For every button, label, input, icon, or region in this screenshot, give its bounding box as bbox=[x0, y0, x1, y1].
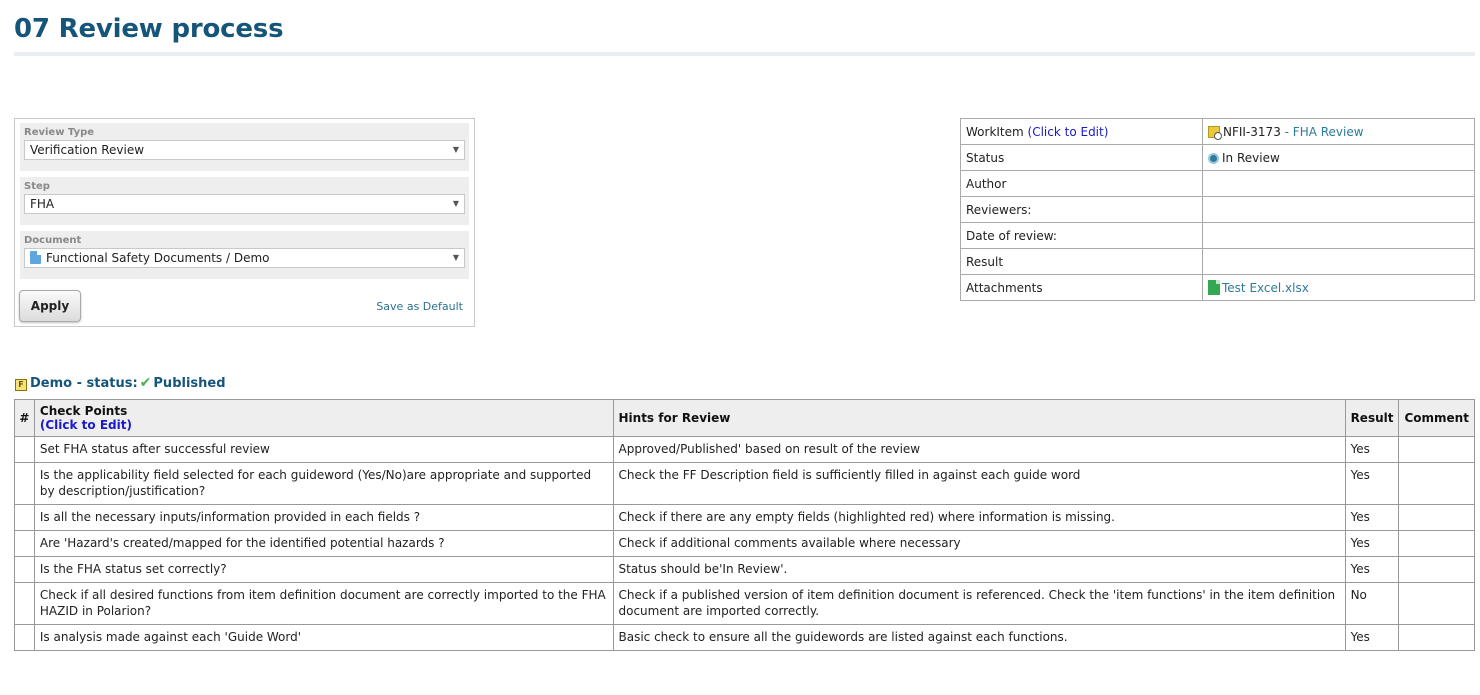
check-point-cell: Is the FHA status set correctly? bbox=[34, 557, 613, 583]
check-point-cell: Are 'Hazard's created/mapped for the identified potential hazards ? bbox=[34, 531, 613, 557]
excel-file-icon bbox=[1208, 280, 1220, 295]
result-cell: No bbox=[1345, 583, 1399, 625]
table-row bbox=[15, 625, 1475, 651]
workitem-value bbox=[1203, 119, 1475, 145]
table-row bbox=[15, 437, 1475, 463]
status-label: Status bbox=[961, 145, 1203, 171]
workitem-info-table bbox=[960, 118, 1475, 301]
in-review-status-icon bbox=[1208, 153, 1219, 164]
hint-cell: Check if there are any empty fields (highlighted red) where information is missing. bbox=[613, 505, 1345, 531]
author-label: Author bbox=[961, 171, 1203, 197]
review-filter-panel bbox=[14, 118, 475, 327]
save-as-default-link[interactable]: Save as Default bbox=[376, 300, 463, 313]
comment-cell bbox=[1399, 557, 1475, 583]
review-type-select[interactable] bbox=[24, 140, 465, 160]
workitem-row bbox=[961, 119, 1475, 145]
comment-cell bbox=[1399, 463, 1475, 505]
author-row bbox=[961, 171, 1475, 197]
header-result: Result bbox=[1345, 400, 1399, 437]
result-row bbox=[961, 249, 1475, 275]
document-icon bbox=[30, 251, 41, 264]
document-status-line bbox=[15, 375, 226, 391]
check-point-cell: Is analysis made against each 'Guide Word' bbox=[34, 625, 613, 651]
step-label: Step bbox=[24, 181, 50, 192]
hint-cell: Approved/Published' based on result of the review bbox=[613, 437, 1345, 463]
result-cell: Yes bbox=[1345, 625, 1399, 651]
date-label: Date of review: bbox=[961, 223, 1203, 249]
comment-cell bbox=[1399, 583, 1475, 625]
chevron-down-icon: ▼ bbox=[452, 199, 459, 208]
header-check-points bbox=[34, 400, 613, 437]
header-hints: Hints for Review bbox=[613, 400, 1345, 437]
result-cell: Yes bbox=[1345, 463, 1399, 505]
attachments-row bbox=[961, 275, 1475, 301]
review-type-value: Verification Review bbox=[30, 143, 145, 157]
table-row bbox=[15, 583, 1475, 625]
table-row bbox=[15, 463, 1475, 505]
step-value: FHA bbox=[30, 197, 55, 211]
table-row bbox=[15, 557, 1475, 583]
comment-cell bbox=[1399, 437, 1475, 463]
comment-cell bbox=[1399, 625, 1475, 651]
check-point-cell: Is all the necessary inputs/information provided in each fields ? bbox=[34, 505, 613, 531]
review-checklist-table bbox=[14, 399, 1475, 651]
hint-cell: Check if additional comments available where necessary bbox=[613, 531, 1345, 557]
row-number bbox=[15, 531, 35, 557]
row-number bbox=[15, 463, 35, 505]
workitem-edit-link[interactable]: (Click to Edit) bbox=[1027, 124, 1109, 139]
check-point-cell: Set FHA status after successful review bbox=[34, 437, 613, 463]
checklist-header-row bbox=[15, 400, 1475, 437]
chevron-down-icon: ▼ bbox=[452, 253, 459, 262]
result-cell: Yes bbox=[1345, 557, 1399, 583]
result-label: Result bbox=[961, 249, 1203, 275]
header-comment: Comment bbox=[1399, 400, 1475, 437]
comment-cell bbox=[1399, 531, 1475, 557]
review-type-field bbox=[20, 123, 469, 171]
hint-cell: Check the FF Description field is sufficiently filled in against each guide word bbox=[613, 463, 1345, 505]
row-number bbox=[15, 583, 35, 625]
result-cell: Yes bbox=[1345, 437, 1399, 463]
result-cell: Yes bbox=[1345, 505, 1399, 531]
title-divider bbox=[14, 52, 1475, 56]
document-select[interactable] bbox=[24, 248, 465, 268]
hint-cell: Status should be'In Review'. bbox=[613, 557, 1345, 583]
document-label: Document bbox=[24, 235, 82, 246]
document-status-prefix[interactable]: Demo - status: bbox=[30, 376, 138, 391]
workitem-title-link[interactable]: - FHA Review bbox=[1284, 124, 1364, 139]
document-value: Functional Safety Documents / Demo bbox=[46, 251, 270, 265]
result-value bbox=[1203, 249, 1475, 275]
chevron-down-icon: ▼ bbox=[452, 145, 459, 154]
reviewers-label: Reviewers: bbox=[961, 197, 1203, 223]
apply-button[interactable]: Apply bbox=[19, 290, 81, 322]
page-title: 07 Review process bbox=[14, 14, 284, 44]
workitem-key bbox=[961, 119, 1203, 145]
document-type-icon: F bbox=[15, 379, 27, 391]
check-point-cell: Check if all desired functions from item definition document are correctly imported to the FHA HAZID in Polarion? bbox=[34, 583, 613, 625]
hint-cell: Check if a published version of item definition document is referenced. Check the 'item functions' in the item definition document are imported correctly. bbox=[613, 583, 1345, 625]
header-number: # bbox=[15, 400, 35, 437]
status-value-cell bbox=[1203, 145, 1475, 171]
table-row bbox=[15, 531, 1475, 557]
result-cell: Yes bbox=[1345, 531, 1399, 557]
check-points-edit-link[interactable]: (Click to Edit) bbox=[39, 418, 132, 432]
attachments-value bbox=[1203, 275, 1475, 301]
check-point-cell: Is the applicability field selected for each guideword (Yes/No)are appropriate and supported by description/justification? bbox=[34, 463, 613, 505]
row-number bbox=[15, 505, 35, 531]
row-number bbox=[15, 437, 35, 463]
table-row bbox=[15, 505, 1475, 531]
review-type-label: Review Type bbox=[24, 127, 95, 138]
document-status-value: Published bbox=[153, 376, 226, 391]
header-check-points-label: Check Points bbox=[39, 404, 128, 418]
hint-cell: Basic check to ensure all the guidewords are listed against each functions. bbox=[613, 625, 1345, 651]
row-number bbox=[15, 625, 35, 651]
workitem-id[interactable]: NFII-3173 bbox=[1223, 124, 1281, 139]
comment-cell bbox=[1399, 505, 1475, 531]
document-field bbox=[20, 231, 469, 279]
reviewers-row bbox=[961, 197, 1475, 223]
author-value bbox=[1203, 171, 1475, 197]
workitem-label: WorkItem bbox=[966, 124, 1024, 139]
step-field bbox=[20, 177, 469, 225]
checkmark-icon: ✔ bbox=[139, 375, 152, 391]
date-row bbox=[961, 223, 1475, 249]
reviewers-value bbox=[1203, 197, 1475, 223]
row-number bbox=[15, 557, 35, 583]
step-select[interactable] bbox=[24, 194, 465, 214]
review-workitem-icon bbox=[1208, 126, 1220, 138]
status-value: In Review bbox=[1222, 150, 1280, 165]
attachment-link[interactable]: Test Excel.xlsx bbox=[1222, 281, 1309, 295]
attachments-label: Attachments bbox=[961, 275, 1203, 301]
date-value bbox=[1203, 223, 1475, 249]
status-row bbox=[961, 145, 1475, 171]
